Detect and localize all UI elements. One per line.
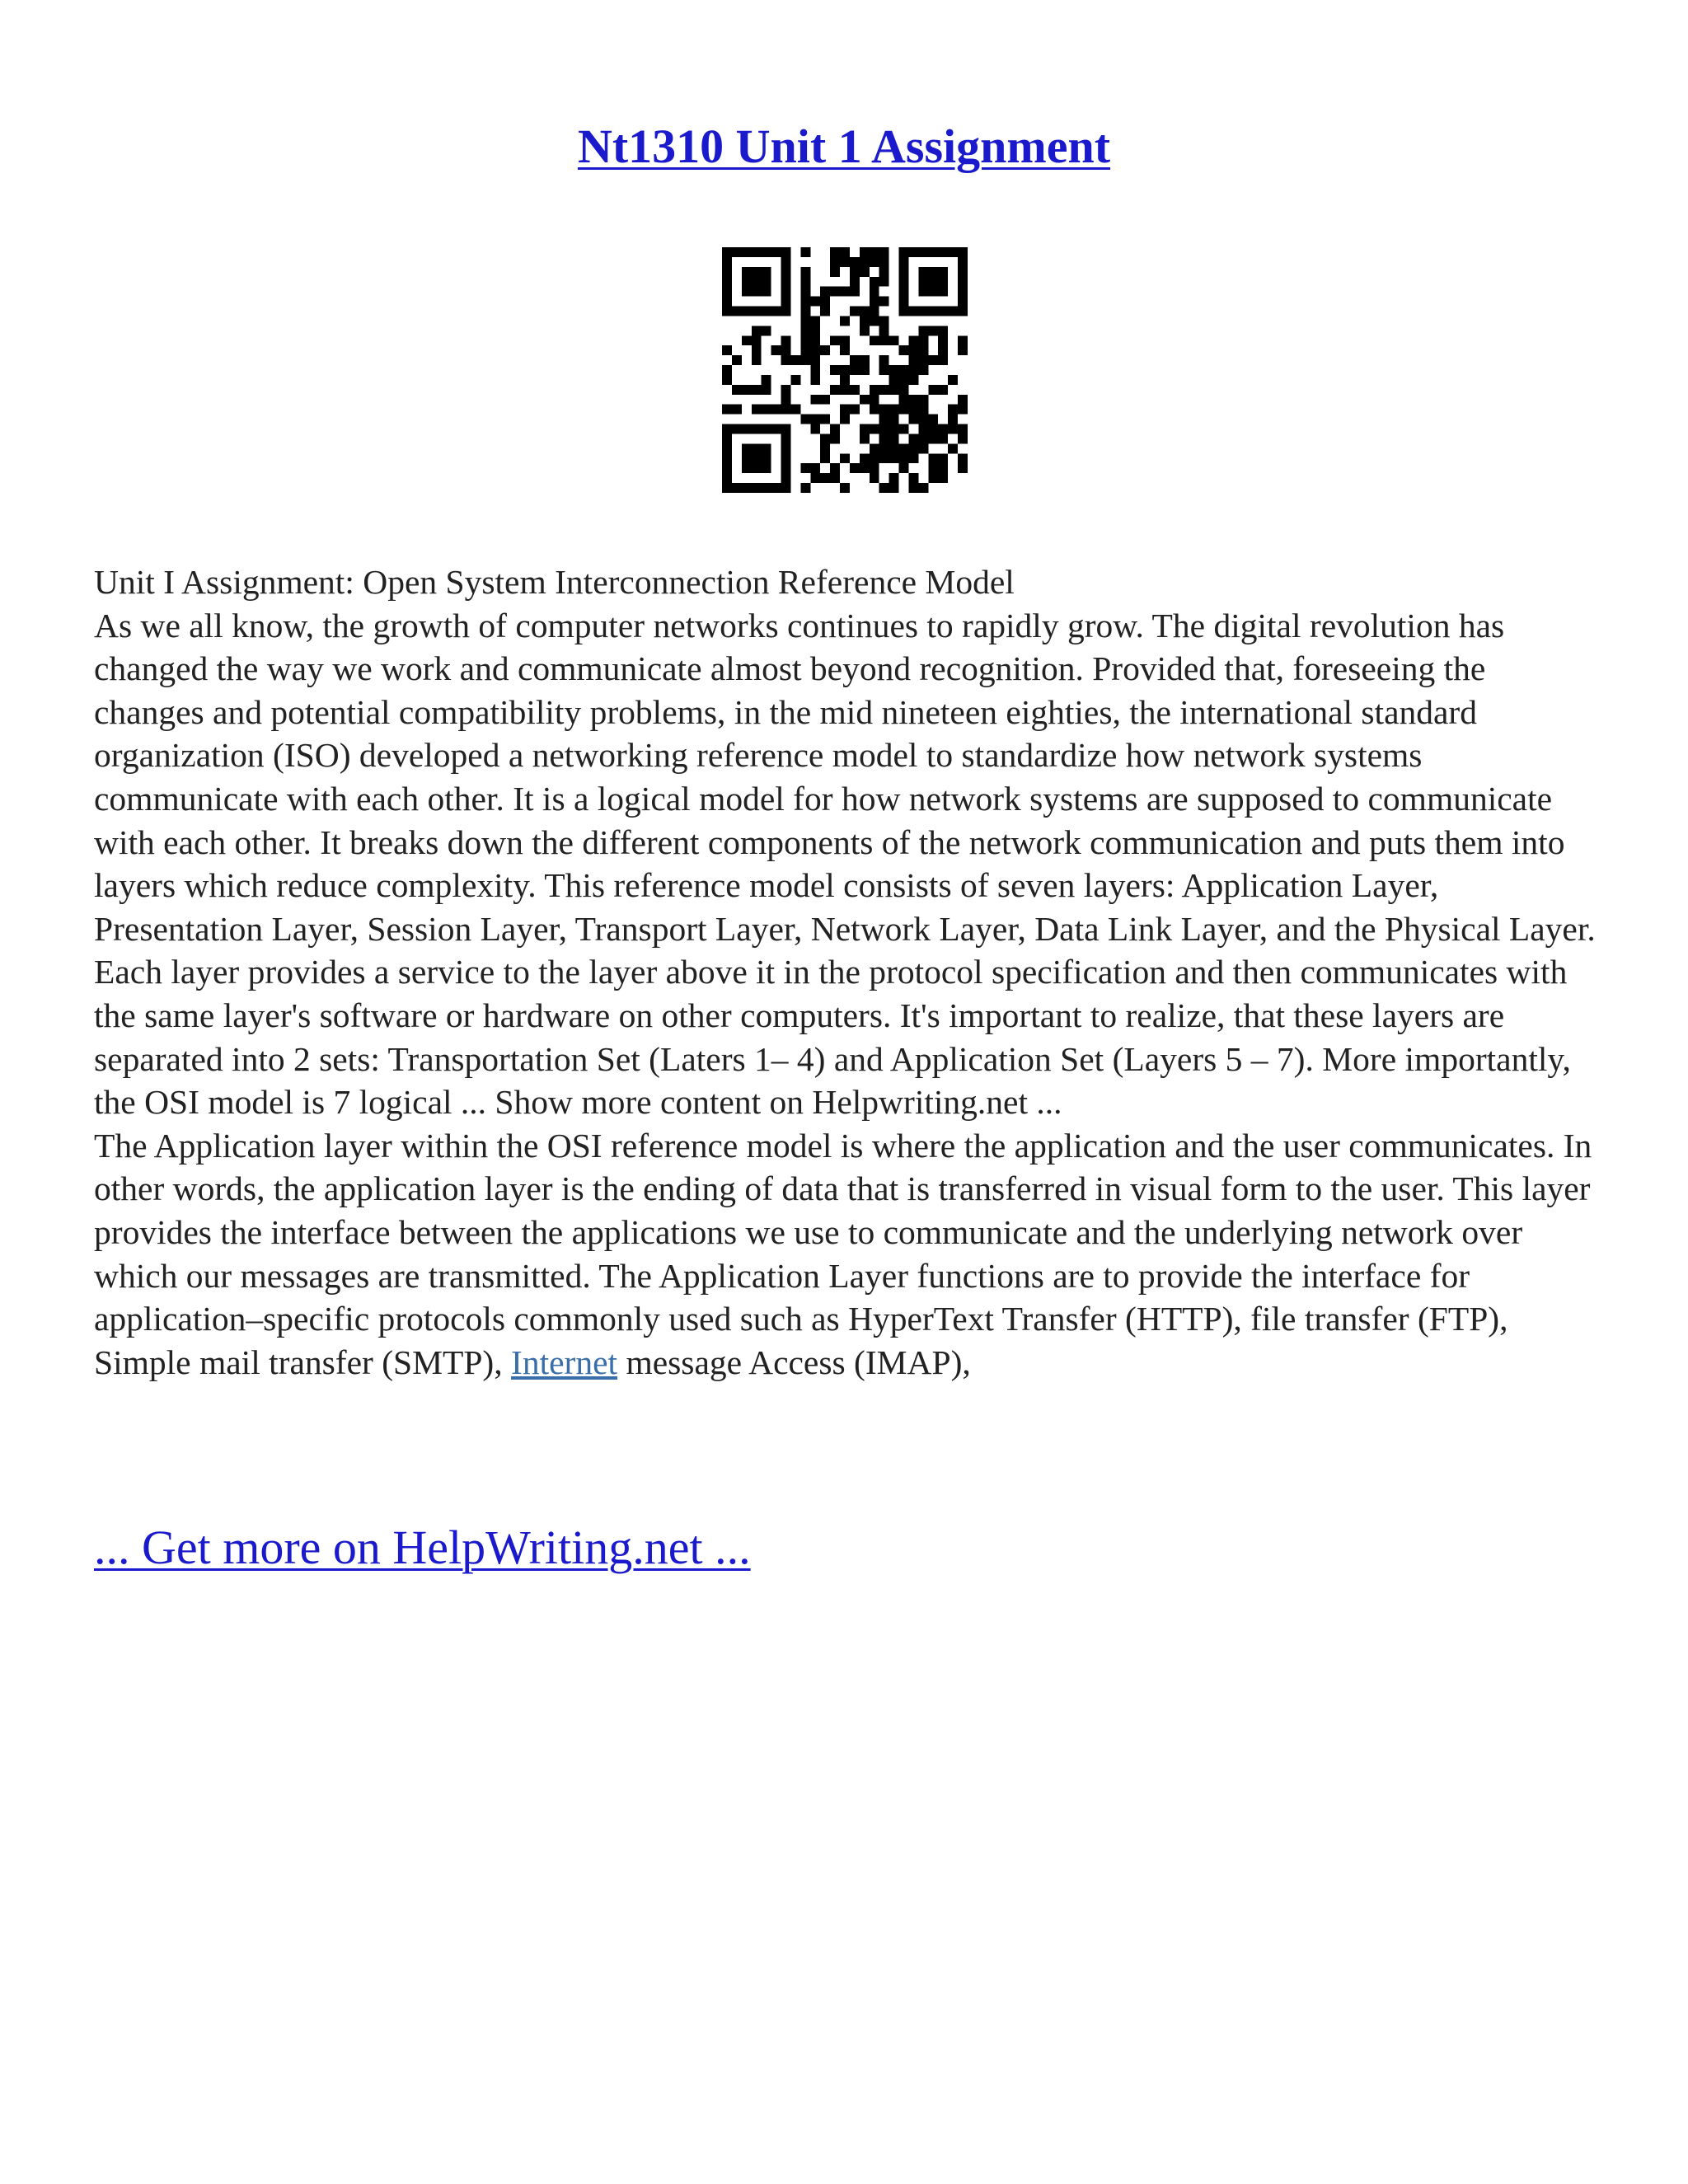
paragraph-application-layer-tail: message Access (IMAP), — [617, 1343, 971, 1381]
page-title — [0, 114, 1688, 180]
qr-code-icon — [722, 247, 968, 493]
internet-link[interactable]: Internet — [511, 1343, 618, 1381]
get-more-section — [94, 1515, 751, 1581]
paragraph-osi-overview: As we all know, the growth of computer networks continues to rapidly grow. The digital revolution has changed the way we work and communicate almost beyond recognition. Provided that, foreseeing the changes and potential compatibility problems, in the mid nineteen eighties, the international standard organization (ISO) developed a networking reference model to standardize how network systems communicate with each other. It is a logical model for how network systems are supposed to communicate with each other. It breaks down the different components of the network communication and puts them into layers which reduce complexity. This reference model consists of seven layers: Application Layer, Presentation Layer, Session Layer, Transport Layer, Network Layer, Data Link Layer, and the Physical Layer. Each layer provides a service to the layer above it in the protocol specification and then communicates with the same layer's software or hardware on other computers. It's important to realize, that these layers are separated into 2 sets: Transportation Set (Laters 1– 4) and Application Set (Layers 5 – 7). More importantly, the OSI model is 7 logical ... Show more content on Helpwriting.net ... — [94, 606, 1596, 1122]
title-link[interactable]: Nt1310 Unit 1 Assignment — [577, 120, 1111, 173]
paragraph-application-layer — [94, 1124, 1602, 1385]
article-body — [94, 560, 1602, 1384]
paragraph-application-layer-text: The Application layer within the OSI reference model is where the application and the user communicates. In other words, the application layer is the ending of data that is transferred in visual form to the user. This layer provides the interface between the applications we use to communicate and the underlying network over which our messages are transmitted. The Application Layer functions are to provide the interface for application–specific protocols commonly used such as HyperText Transfer (HTTP), file transfer (FTP), Simple mail transfer (SMTP), — [94, 1126, 1592, 1381]
heading-line: Unit I Assignment: Open System Interconnection Reference Model — [94, 563, 1015, 601]
get-more-link[interactable]: ... Get more on HelpWriting.net ... — [94, 1521, 751, 1574]
